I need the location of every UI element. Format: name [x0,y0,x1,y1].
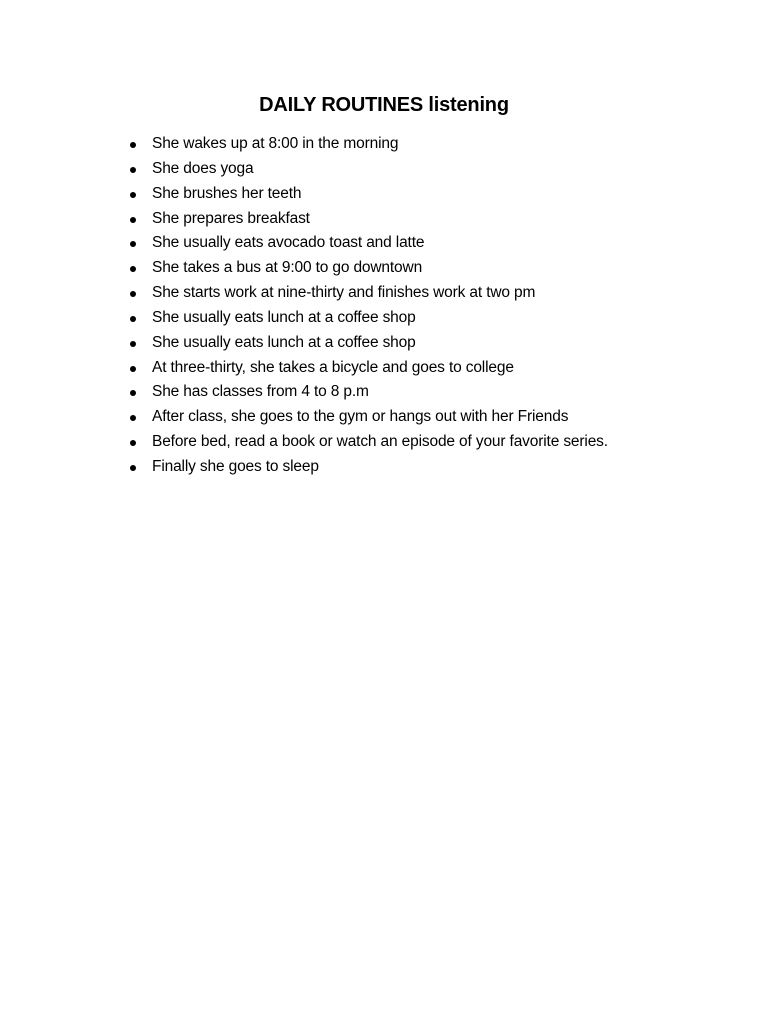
bullet-icon [130,440,136,446]
bullet-icon [130,415,136,421]
page-title: DAILY ROUTINES listening [259,94,509,116]
list-item-text: Finally she goes to sleep [152,457,319,475]
list-item [130,281,608,306]
list-item-text: She brushes her teeth [152,184,302,202]
list-item-text: After class, she goes to the gym or hangs out with her Friends [152,408,569,426]
list-item-text: She usually eats lunch at a coffee shop [152,308,416,326]
routine-list [130,132,608,480]
bullet-icon [130,366,136,372]
list-item-text: She takes a bus at 9:00 to go downtown [152,259,423,277]
list-item [130,380,608,405]
list-item [130,132,608,157]
bullet-icon [130,167,136,173]
bullet-icon [130,341,136,347]
list-item-text: She does yoga [152,159,254,177]
bullet-icon [130,390,136,396]
bullet-icon [130,192,136,198]
list-item-text: Before bed, read a book or watch an episode of your favorite series. [152,433,608,451]
bullet-icon [130,316,136,322]
bullet-icon [130,266,136,272]
list-item-text: She usually eats avocado toast and latte [152,234,425,252]
bullet-icon [130,142,136,148]
list-item [130,157,608,182]
list-item [130,405,608,430]
list-item [130,430,608,455]
list-item [130,182,608,207]
list-item [130,306,608,331]
list-item [130,455,608,480]
bullet-icon [130,217,136,223]
list-item-text: She prepares breakfast [152,209,310,227]
list-item [130,207,608,232]
bullet-icon [130,241,136,247]
bullet-icon [130,291,136,297]
list-item [130,231,608,256]
list-item [130,256,608,281]
list-item-text: At three-thirty, she takes a bicycle and goes to college [152,358,514,376]
list-item-text: She wakes up at 8:00 in the morning [152,135,399,152]
list-item [130,356,608,381]
list-item-text: She usually eats lunch at a coffee shop [152,333,416,351]
bullet-icon [130,465,136,471]
list-item [130,331,608,356]
list-item-text: She has classes from 4 to 8 p.m [152,383,369,401]
list-item-text: She starts work at nine-thirty and finishes work at two pm [152,284,536,302]
